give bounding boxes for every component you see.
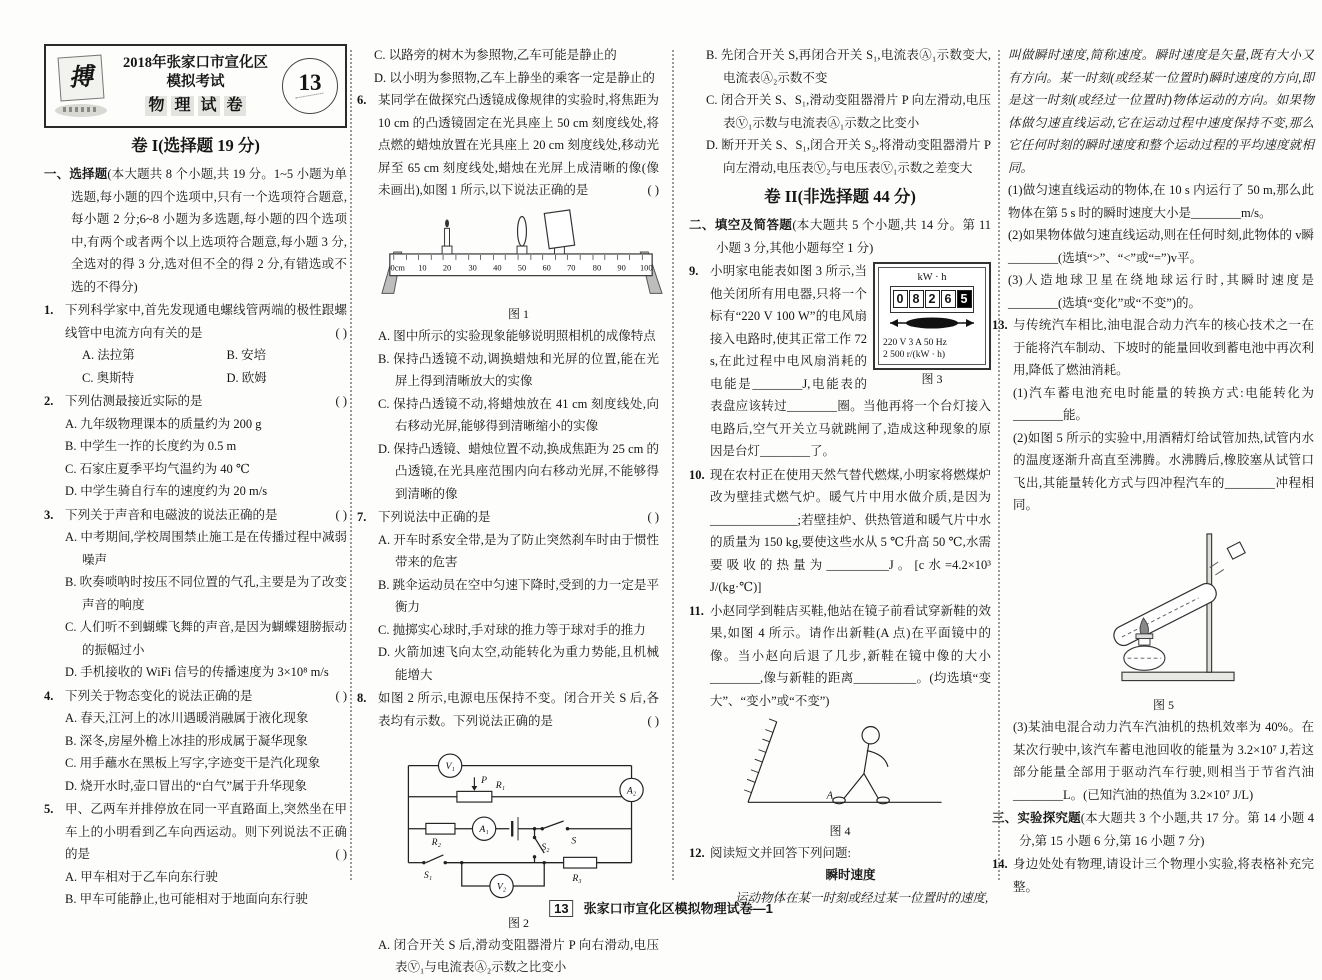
question-12-sub1: (1)做匀速直线运动的物体,在 10 s 内运行了 50 m,那么此物体在第 5 s 时的瞬时速度大小是________m/s。 — [1008, 183, 1314, 220]
ammeter-2-label: A₂ — [626, 785, 636, 797]
question-number: 5. — [44, 802, 54, 816]
answer-bracket: ( ) — [647, 510, 659, 524]
stem-text: 下列说法中正确的是 — [378, 510, 491, 524]
question-stem — [65, 685, 347, 708]
question-6 — [357, 89, 659, 505]
column-1 — [44, 44, 347, 912]
stem-text: 下列关于声音和电磁波的说法正确的是 — [65, 507, 278, 522]
section1-intro — [44, 163, 347, 298]
ruler-label: 0cm — [390, 263, 405, 273]
figure-3-energy-meter — [873, 262, 991, 390]
question-text: 小明家电能表如图 3 所示,当他关闭所有用电器,只将一个标有“220 V 100 W”的电风扇接入电路时,使其正常工作 72 s,在此过程中电风扇消耗的电能是________J,电能表的表盘应该转过________圈。当他再将一个台灯接入电路后,空气开关立马就跳闸了,造成这种现象的原因是台灯________了。 — [710, 264, 991, 458]
switch-s-label: S — [570, 835, 576, 847]
paper-number-badge — [282, 58, 338, 114]
question-12-sub3: (3)人造地球卫星在绕地球运行时,其瞬时速度是________(选填“变化”或“不变”)的。 — [1008, 273, 1314, 310]
part1-heading: 卷 I(选择题 19 分) — [131, 136, 260, 155]
footer-page-number: 13 — [549, 900, 573, 917]
subject-char: 理 — [171, 96, 193, 116]
question-number: 1. — [44, 303, 54, 317]
question-8-option-b: B. 先闭合开关 S,再闭合开关 S₁,电流表Ⓐ₁示数变大,电流表Ⓐ₂示数不变 — [706, 48, 991, 85]
exam-header — [44, 44, 347, 128]
figure-1-caption: 图 1 — [507, 307, 529, 321]
question-10 — [689, 464, 991, 599]
meter-digit: 0 — [893, 290, 908, 308]
meter-spec-line1: 220 V 3 A 50 Hz — [883, 338, 947, 348]
option-b: B. 甲车可能静止,也可能相对于地面向东行驶 — [65, 892, 308, 906]
figure-2-caption: 图 2 — [507, 915, 529, 930]
option-c: C. 人们听不到蝴蝶飞舞的声音,是因为蝴蝶翅膀振动的振幅过小 — [65, 620, 347, 657]
subject-char: 卷 — [224, 96, 246, 116]
option-a: A. 中考期间,学校周围禁止施工是在传播过程中减弱噪声 — [65, 530, 347, 567]
section2-intro — [689, 214, 991, 259]
subject-char: 物 — [145, 96, 167, 116]
option-c: C. 石家庄夏季平均气温约为 40 ℃ — [65, 461, 250, 476]
stem-text: 如图 2 所示,电源电压保持不变。闭合开关 S 后,各表均有示数。下列说法正确的是 — [378, 691, 659, 728]
question-8 — [357, 687, 659, 979]
meter-disk — [881, 315, 983, 338]
voltmeter-2-label: V₂ — [496, 881, 506, 893]
figure-4-caption: 图 4 — [829, 823, 851, 838]
stem-text: 甲、乙两车并排停放在同一平直路面上,突然坐在甲车上的小明看到乙车向西运动。则下列说法不正确的是 — [65, 802, 347, 861]
figure-5-caption: 图 5 — [1152, 698, 1174, 712]
answer-bracket: ( ) — [647, 713, 659, 728]
option-c: C. 保持凸透镜不动,将蜡烛放在 41 cm 刻度线处,向右移动光屏,能够得到清晰缩小的实像 — [378, 396, 659, 433]
meter-unit: kW · h — [917, 272, 947, 283]
question-stem: 与传统汽车相比,油电混合动力汽车的核心技术之一在于能将汽车制动、下坡时的能量回收到蓄电池中再次利用,降低了燃油消耗。 — [1013, 318, 1314, 377]
question-5-option-d: D. 以小明为参照物,乙车上静坐的乘客一定是静止的 — [374, 70, 655, 85]
option-b: B. 安培 — [226, 348, 267, 362]
question-stem — [65, 299, 347, 344]
stem-text: 下列估测最接近实际的是 — [65, 394, 203, 408]
answer-bracket: ( ) — [335, 847, 347, 861]
section3-intro-rest: (本大题共 3 个小题,共 17 分。第 14 小题 4 分,第 15 小题 6 分,第 16 小题 7 分) — [1019, 811, 1314, 848]
question-text: 小赵同学到鞋店买鞋,他站在镜子前看试穿新鞋的效果,如图 4 所示。请作出新鞋(A 点)在平面镜中的像。当小赵向后退了几步,新鞋在镜中像的大小________,像与新鞋的距离__________。(均选填“变大”、“变小”或“不变”) — [710, 603, 991, 708]
question-number: 14. — [992, 857, 1008, 871]
option-d: D. 烧开水时,壶口冒出的“白气”属于升华现象 — [65, 778, 307, 793]
option-a: A. 开车时系安全带,是为了防止突然刹车时由于惯性带来的危害 — [378, 532, 659, 569]
question-13 — [992, 314, 1314, 806]
exam-title-line1: 2018年张家口市宣化区 — [123, 55, 268, 72]
passage-paragraph-2: 叫做瞬时速度,简称速度。瞬时速度是矢量,既有大小又有方向。某一时刻(或经某一位置时)瞬时速度的方向,即是这一时刻(或经过一位置时)物体运动的方向。如果物体做匀速直线运动,它在运动过程中速度保持不变,那么它任何时刻的瞬时速度和整个运动过程的平均速度就相同。 — [1008, 48, 1314, 175]
passage-paragraph-1: 运动物体在某一时刻或经过某一位置时的速度, — [735, 890, 989, 905]
section2-intro-lead: 二、填空及简答题 — [689, 218, 793, 232]
ruler-label: 100 — [639, 263, 653, 273]
question-number: 12. — [689, 845, 705, 860]
footer-title: 张家口市宣化区模拟物理试卷—1 — [583, 901, 773, 916]
option-d: D. 欧姆 — [226, 370, 267, 385]
paper-number: 13 — [298, 69, 322, 95]
switch-s2-label: S₂ — [540, 842, 550, 854]
page-footer — [549, 898, 773, 917]
stem-text: 下列关于物态变化的说法正确的是 — [65, 688, 253, 703]
point-a-label: A — [826, 790, 834, 802]
question-3 — [44, 504, 347, 684]
column-2 — [357, 44, 659, 980]
question-number: 13. — [992, 318, 1008, 332]
section3-intro-lead: 三、实验探究题 — [992, 811, 1081, 825]
question-number: 11. — [689, 603, 704, 618]
ammeter-1-label: A₁ — [478, 824, 489, 836]
question-5 — [44, 798, 347, 911]
question-8-option-d: D. 断开开关 S、S₁,闭合开关 S₂,将滑动变阻器滑片 P 向左滑动,电压表Ⓥ₂与电压表Ⓥ₁示数之差变大 — [706, 138, 991, 175]
question-7 — [357, 506, 659, 686]
question-11 — [689, 600, 991, 713]
answer-bracket: ( ) — [647, 183, 659, 197]
resistor-2-label: R₂ — [431, 837, 441, 849]
question-1 — [44, 299, 347, 389]
option-d: D. 火箭加速飞向太空,动能转化为重力势能,且机械能增大 — [378, 645, 659, 682]
passage-title: 瞬时速度 — [825, 868, 876, 882]
stem-text: 下列科学家中,首先发现通电螺线管两端的极性跟螺线管中电流方向有关的是 — [65, 303, 347, 340]
stem-text: 某同学在做探究凸透镜成像规律的实验时,将焦距为 10 cm 的凸透镜固定在光具座上 50 cm 刻度线处,将点燃的蜡烛放置在光具座上 20 cm 刻度线处,移动光屏至 65 cm 刻度线处,蜡烛在光屏上成清晰的像(像未画出),如图 1 所示,以下说法正确的是 — [378, 93, 659, 197]
option-b: B. 中学生一拃的长度约为 0.5 m — [65, 439, 237, 453]
question-stem — [378, 89, 659, 202]
option-b: B. 保持凸透镜不动,调换蜡烛和光屏的位置,能在光屏上得到清晰放大的实像 — [378, 351, 659, 388]
figure-4-mirror-person — [689, 714, 991, 840]
question-text: 身边处处有物理,请设计三个物理小实验,将表格补充完整。 — [1013, 857, 1314, 894]
publisher-area — [50, 56, 112, 117]
option-a: A. 春天,江河上的冰川遇暖消融属于液化现象 — [65, 711, 309, 725]
option-d: D. 中学生骑自行车的速度约为 20 m/s — [65, 484, 268, 498]
ruler-label: 90 — [617, 263, 626, 273]
question-text: 现在农村正在使用天然气替代燃煤,小明家将燃煤炉改为壁挂式燃气炉。暖气片中用水做介质,是因为______________;若壁挂炉、供热管道和暖气片中水的质量为 150 kg,要使这些水从 5 ℃升高 50 ℃,水需要吸收的热量为__________J。[c水=4.2×10³ J/(kg·℃)] — [710, 467, 991, 594]
candle — [442, 219, 452, 254]
part2-heading: 卷 II(非选择题 44 分) — [764, 187, 916, 206]
resistor-3-label: R₃ — [571, 873, 582, 885]
answer-bracket: ( ) — [335, 507, 347, 522]
publisher-logo — [58, 54, 105, 101]
meter-digits — [890, 286, 974, 313]
convex-lens — [517, 216, 527, 253]
option-a: A. 图中所示的实验现象能够说明照相机的成像特点 — [378, 329, 656, 343]
publisher-logo-text: 搏 — [68, 63, 94, 92]
option-c: C. 用手蘸水在黑板上写字,字迹变干是汽化现象 — [65, 756, 321, 770]
question-stem — [378, 506, 659, 529]
question-number: 4. — [44, 688, 54, 703]
question-stem — [378, 687, 659, 732]
option-d: D. 保持凸透镜、蜡烛位置不动,换成焦距为 25 cm 的凸透镜,在光具座范围内向右移动光屏,不能够得到清晰的像 — [378, 441, 659, 501]
answer-bracket: ( ) — [335, 394, 347, 408]
section3-intro — [992, 807, 1314, 852]
option-a: A. 闭合开关 S 后,滑动变阻器滑片 P 向右滑动,电压表Ⓥ₁与电流表Ⓐ₂示数之比变小 — [378, 937, 659, 974]
question-number: 8. — [357, 691, 367, 705]
meter-digit-decimal: 5 — [957, 290, 972, 308]
meter-digit: 8 — [909, 290, 924, 308]
slider-label: P — [480, 775, 487, 787]
ruler-label: 30 — [468, 263, 477, 273]
section2-intro-rest: (本大题共 5 个小题,共 14 分。第 11 小题 3 分,其他小题每空 1 分) — [716, 218, 991, 255]
question-12-sub2: (2)如果物体做匀速直线运动,则在任何时刻,此物体的 v瞬________(选填“>”、“<”或“=”)v平。 — [1008, 228, 1314, 265]
resistor-1-label: R₁ — [495, 779, 505, 791]
figure-1-optical-bench — [378, 204, 659, 324]
subject-title — [112, 95, 279, 118]
question-number: 7. — [357, 510, 367, 524]
light-screen — [544, 209, 574, 253]
question-5-option-c: C. 以路旁的树木为参照物,乙车可能是静止的 — [374, 48, 617, 62]
option-b: B. 跳伞运动员在空中匀速下降时,受到的力一定是平衡力 — [378, 577, 659, 614]
figure-3-caption: 图 3 — [921, 372, 943, 386]
section1-intro-rest: (本大题共 8 个小题,共 19 分。1~5 小题为单选题,每小题的四个选项中,只有一个选项符合题意,每小题 2 分;6~8 小题为多选题,每小题的四个选项中,有两个或者两个以上选项符合题意,每小题 3 分,全选对的得 3 分,选对但不全的得 2 分,有错选或不选的不得分) — [71, 167, 347, 294]
option-c: C. 奥斯特 — [82, 370, 135, 385]
question-14 — [992, 853, 1314, 898]
ruler-label: 20 — [442, 263, 452, 273]
option-c: C. 抛掷实心球时,手对球的推力等于球对手的推力 — [378, 622, 646, 637]
column-3 — [689, 44, 991, 910]
question-stem — [65, 798, 347, 866]
question-2 — [44, 390, 347, 503]
question-8-option-c: C. 闭合开关 S、S₁,滑动变阻器滑片 P 向左滑动,电压表Ⓥ₁示数与电流表Ⓐ₁示数之比变小 — [706, 93, 991, 130]
subject-char: 试 — [198, 96, 220, 116]
figure-5-boiling-experiment — [1013, 519, 1314, 715]
exam-title-block — [112, 54, 279, 118]
question-number: 6. — [357, 93, 367, 107]
ruler-label: 80 — [592, 263, 602, 273]
publisher-tagline — [55, 104, 107, 117]
question-13-sub2: (2)如图 5 所示的实验中,用酒精灯给试管加热,试管内水的温度逐渐升高直至沸腾。水沸腾后,橡胶塞从试管口飞出,其能量转化方式与四冲程汽车的________冲程相同。 — [1013, 430, 1314, 512]
ruler-label: 70 — [567, 263, 576, 273]
ruler-label: 40 — [493, 263, 502, 273]
question-12-intro: 阅读短文并回答下列问题: — [710, 845, 851, 860]
option-b: B. 深冬,房屋外檐上冰挂的形成属于凝华现象 — [65, 733, 308, 748]
question-4 — [44, 685, 347, 798]
question-number: 2. — [44, 394, 54, 408]
answer-bracket: ( ) — [335, 688, 347, 703]
switch-s1-label: S₁ — [423, 870, 432, 882]
question-9 — [689, 260, 991, 463]
exam-title-line2: 模拟考试 — [166, 74, 225, 91]
question-13-sub1: (1)汽车蓄电池充电时能量的转换方式:电能转化为________能。 — [1013, 385, 1314, 422]
ruler-label: 50 — [517, 263, 527, 273]
option-b: B. 吹奏唢呐时按压不同位置的气孔,主要是为了改变声音的响度 — [65, 575, 347, 612]
question-13-sub3: (3)某油电混合动力汽车汽油机的热机效率为 40%。在某次行驶中,该汽车蓄电池回收的能量为 3.2×10⁷ J,若这部分能量全部用于驱动汽车行驶,则相当于节省汽油________L。(已知汽油的热值为 3.2×10⁷ J/L) — [1013, 720, 1314, 802]
section1-intro-lead: 一、选择题 — [44, 167, 108, 181]
column-divider-2 — [672, 50, 674, 880]
question-number: 3. — [44, 507, 54, 522]
question-number: 9. — [689, 264, 699, 278]
question-stem — [65, 390, 347, 413]
question-stem — [65, 504, 347, 527]
answer-bracket: ( ) — [335, 325, 347, 340]
meter-spec-line2: 2 500 r/(kW · h) — [883, 350, 946, 360]
ruler-label: 10 — [418, 263, 427, 273]
column-4 — [992, 44, 1314, 899]
meter-digit: 6 — [941, 290, 956, 308]
column-divider-1 — [350, 50, 352, 880]
voltmeter-1-label: V₁ — [444, 761, 455, 773]
ruler-label: 60 — [542, 263, 551, 273]
meter-digit: 2 — [925, 290, 940, 308]
option-a: A. 法拉第 — [82, 348, 135, 362]
option-a: A. 九年级物理课本的质量约为 200 g — [65, 416, 262, 431]
option-d: D. 手机接收的 WiFi 信号的传播速度为 3×10⁸ m/s — [65, 665, 329, 679]
question-number: 10. — [689, 467, 705, 482]
option-a: A. 甲车相对于乙车向东行驶 — [65, 869, 218, 884]
